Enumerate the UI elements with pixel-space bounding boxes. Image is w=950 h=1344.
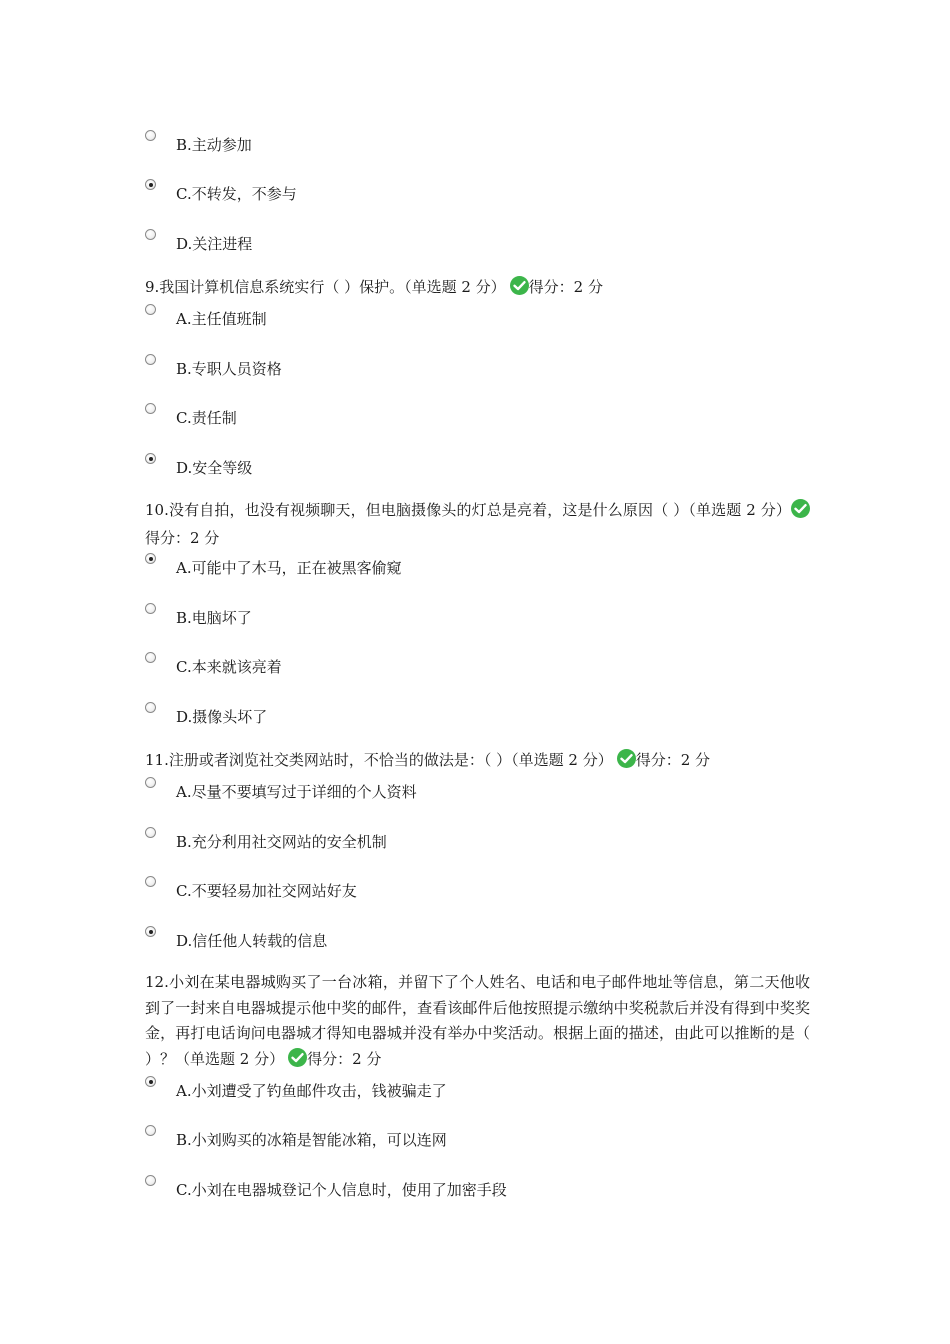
q12-question [145,970,810,1072]
option-label: A.尽量不要填写过于详细的个人资料 [176,783,417,801]
radio-icon[interactable] [145,1076,156,1087]
option-label: D.信任他人转载的信息 [176,932,328,950]
radio-icon[interactable] [145,603,156,614]
question-text: 12.小刘在某电器城购买了一台冰箱，并留下了个人姓名、电话和电子邮件地址等信息，第二天他收到了一封来自电器城提示他中奖的邮件，查看该邮件后他按照提示缴纳中奖税款后并没有得到中奖奖金，再打电话询问电器城才得知电器城并没有举办中奖活动。根据上面的描述，由此可以推断的是（ ）？（单选题 2 分） [145,973,810,1068]
question-text: 10.没有自拍，也没有视频聊天，但电脑摄像头的灯总是亮着，这是什么原因（ ）（单选题 2 分） [145,501,791,519]
check-circle-icon [510,276,529,295]
option-label: C.本来就该亮着 [176,658,282,676]
option-label: D.安全等级 [176,459,253,477]
option-label: B.小刘购买的冰箱是智能冰箱，可以连网 [176,1131,447,1149]
radio-icon[interactable] [145,827,156,838]
check-circle-icon [617,749,636,768]
question-text: 11.注册或者浏览社交类网站时，不恰当的做法是：（ ）（单选题 2 分） [145,751,613,769]
option-label: B.主动参加 [176,136,252,154]
radio-icon[interactable] [145,777,156,788]
option-label: C.小刘在电器城登记个人信息时，使用了加密手段 [176,1181,507,1199]
radio-icon[interactable] [145,926,156,937]
score-text: 得分：2 分 [635,751,711,769]
check-circle-icon [288,1048,307,1067]
option-label: C.不转发，不参与 [176,185,297,203]
radio-icon[interactable] [145,403,156,414]
radio-icon[interactable] [145,876,156,887]
radio-icon[interactable] [145,553,156,564]
option-label: B.充分利用社交网站的安全机制 [176,833,387,851]
q10-question [145,496,810,552]
radio-icon[interactable] [145,702,156,713]
radio-icon[interactable] [145,1175,156,1186]
radio-icon[interactable] [145,1125,156,1136]
score-text: 得分：2 分 [528,278,603,296]
radio-icon[interactable] [145,130,156,141]
check-circle-icon [791,499,810,518]
radio-icon[interactable] [145,229,156,240]
question-text: 9.我国计算机信息系统实行（ ）保护。（单选题 2 分） [145,278,506,296]
option-label: A.小刘遭受了钓鱼邮件攻击，钱被骗走了 [176,1082,447,1100]
radio-icon[interactable] [145,652,156,663]
option-label: A.可能中了木马，正在被黑客偷窥 [176,559,402,577]
radio-icon[interactable] [145,304,156,315]
option-label: A.主任值班制 [176,310,267,328]
radio-icon[interactable] [145,179,156,190]
option-label: C.不要轻易加社交网站好友 [176,882,357,900]
radio-icon[interactable] [145,453,156,464]
radio-icon[interactable] [145,354,156,365]
option-label: B.专职人员资格 [176,360,282,378]
q9-question [145,275,603,300]
option-label: D.摄像头坏了 [176,708,268,726]
score-text: 得分：2 分 [307,1049,382,1068]
score-text: 得分：2 分 [145,529,220,547]
q11-question [145,748,710,773]
option-label: B.电脑坏了 [176,609,252,627]
option-label: D.关注进程 [176,235,253,253]
option-label: C.责任制 [176,409,237,427]
